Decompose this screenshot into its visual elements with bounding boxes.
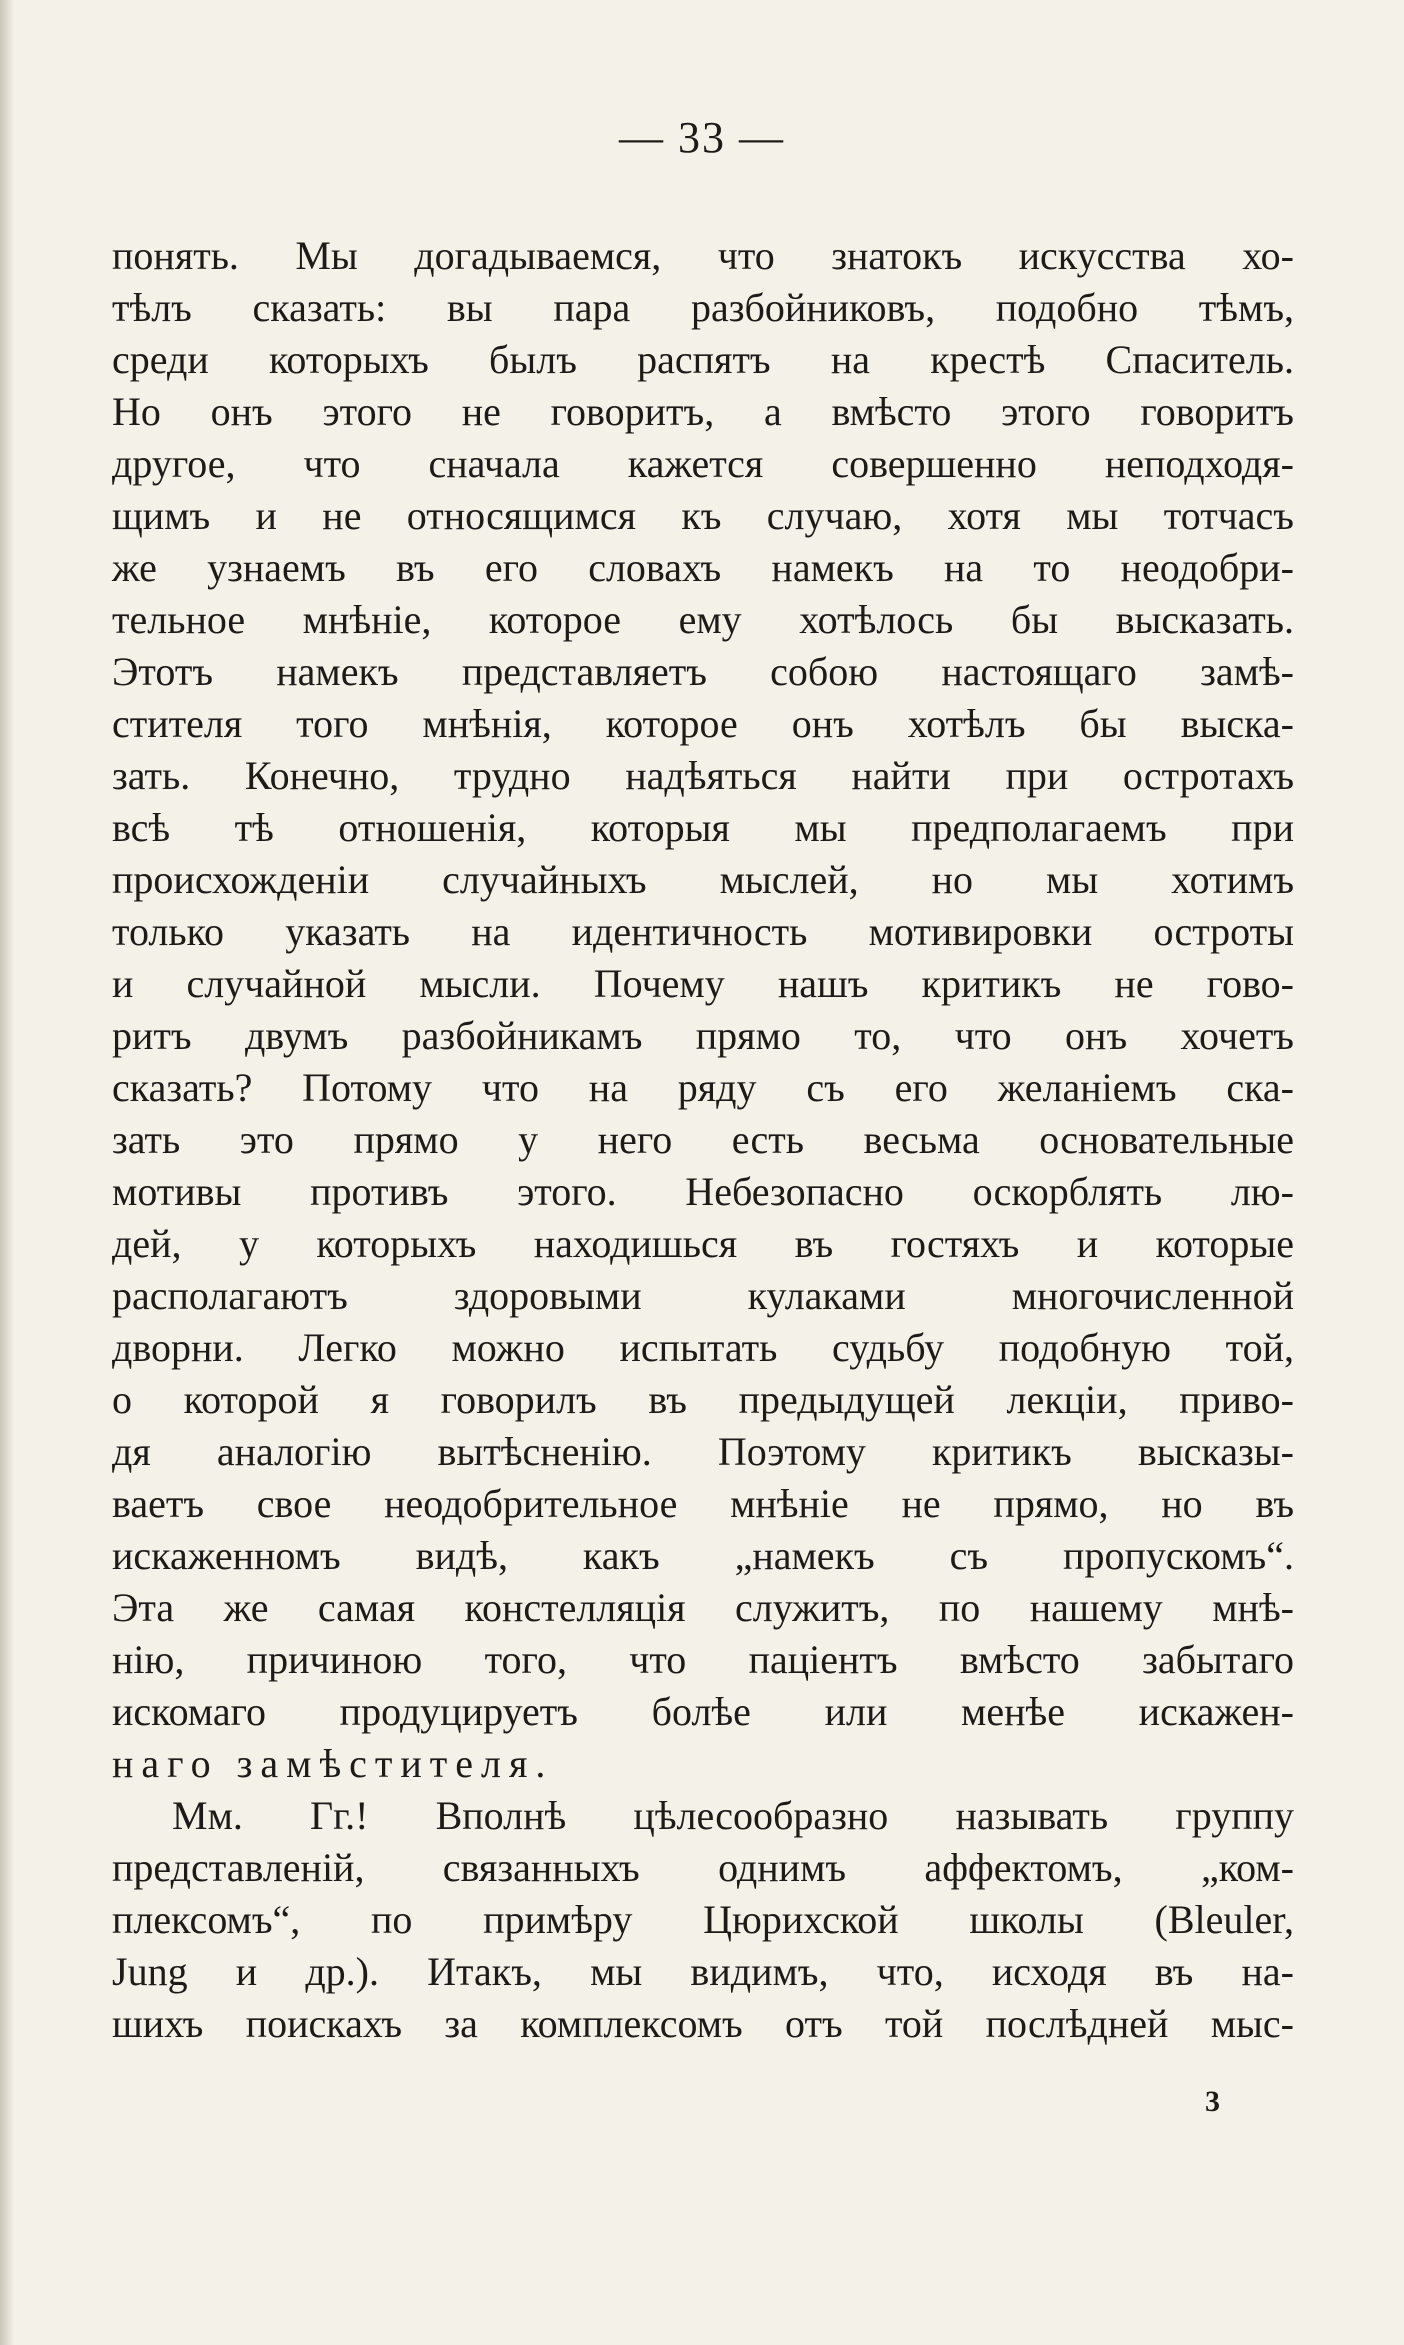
text-line: другое, что сначала кажется совершенно неподходя-	[112, 441, 1294, 486]
text-line: сказать? Потому что на ряду съ его желаніемъ ска-	[112, 1065, 1294, 1110]
text-line: Jung и др.). Итакъ, мы видимъ, что, исходя въ на-	[112, 1949, 1294, 1994]
body-text	[112, 230, 1294, 2050]
paragraph-2	[112, 1790, 1294, 2050]
text-line: Эта же самая констелляція служитъ, по нашему мнѣ-	[112, 1585, 1294, 1630]
text-line: тельное мнѣніе, которое ему хотѣлось бы высказать.	[112, 597, 1294, 642]
text-line: ваетъ свое неодобрительное мнѣніе не прямо, но въ	[112, 1481, 1294, 1526]
text-line: ритъ двумъ разбойникамъ прямо то, что онъ хочетъ	[112, 1013, 1294, 1058]
text-line: дя аналогію вытѣсненію. Поэтому критикъ высказы-	[112, 1429, 1294, 1474]
text-line: шихъ поискахъ за комплексомъ отъ той послѣдней мыс-	[112, 2001, 1294, 2046]
text-line: Но онъ этого не говоритъ, а вмѣсто этого говоритъ	[112, 389, 1294, 434]
text-line: понять. Мы догадываемся, что знатокъ искусства хо-	[112, 233, 1294, 278]
text-line: о которой я говорилъ въ предыдущей лекціи, приво-	[112, 1377, 1294, 1422]
text-line: только указать на идентичность мотивировки остроты	[112, 909, 1294, 954]
text-line: искаженномъ видѣ, какъ „намекъ съ пропускомъ“.	[112, 1533, 1294, 1578]
text-line: располагаютъ здоровыми кулаками многочисленной	[112, 1273, 1294, 1318]
text-line: среди которыхъ былъ распятъ на крестѣ Спаситель.	[112, 337, 1294, 382]
text-line: стителя того мнѣнія, которое онъ хотѣлъ бы выска-	[112, 701, 1294, 746]
text-line: нію, причиною того, что паціентъ вмѣсто забытаго	[112, 1637, 1294, 1682]
text-line: дей, у которыхъ находишься въ гостяхъ и которые	[112, 1221, 1294, 1266]
text-line: всѣ тѣ отношенія, которыя мы предполагаемъ при	[112, 805, 1294, 850]
text-line: тѣлъ сказать: вы пара разбойниковъ, подобно тѣмъ,	[112, 285, 1294, 330]
text-line: плексомъ“, по примѣру Цюрихской школы (Bleuler,	[112, 1897, 1294, 1942]
signature-mark: 3	[1205, 2085, 1220, 2118]
text-line: Этотъ намекъ представляетъ собою настоящаго замѣ-	[112, 649, 1294, 694]
page-number: — 33 —	[619, 113, 785, 162]
text-line: зать. Конечно, трудно надѣяться найти при остротахъ	[112, 753, 1294, 798]
text-line: представленій, связанныхъ однимъ аффектомъ, „ком-	[112, 1845, 1294, 1890]
text-line: зать это прямо у него есть весьма основательные	[112, 1117, 1294, 1162]
text-line: мотивы противъ этого. Небезопасно оскорблять лю-	[112, 1169, 1294, 1214]
page-edge-shadow	[0, 0, 14, 2345]
text-line: наго замѣстителя.	[112, 1741, 554, 1786]
text-line: щимъ и не относящимся къ случаю, хотя мы тотчасъ	[112, 493, 1294, 538]
paragraph-1	[112, 230, 1294, 1790]
text-line: происхожденіи случайныхъ мыслей, но мы хотимъ	[112, 857, 1294, 902]
text-line: искомаго продуцируетъ болѣе или менѣе искажен-	[112, 1689, 1294, 1734]
text-line: Мм. Гг.! Вполнѣ цѣлесообразно называть группу	[172, 1793, 1294, 1838]
text-line: дворни. Легко можно испытать судьбу подобную той,	[112, 1325, 1294, 1370]
text-line: и случайной мысли. Почему нашъ критикъ не гово-	[112, 961, 1294, 1006]
text-line: же узнаемъ въ его словахъ намекъ на то неодобри-	[112, 545, 1294, 590]
